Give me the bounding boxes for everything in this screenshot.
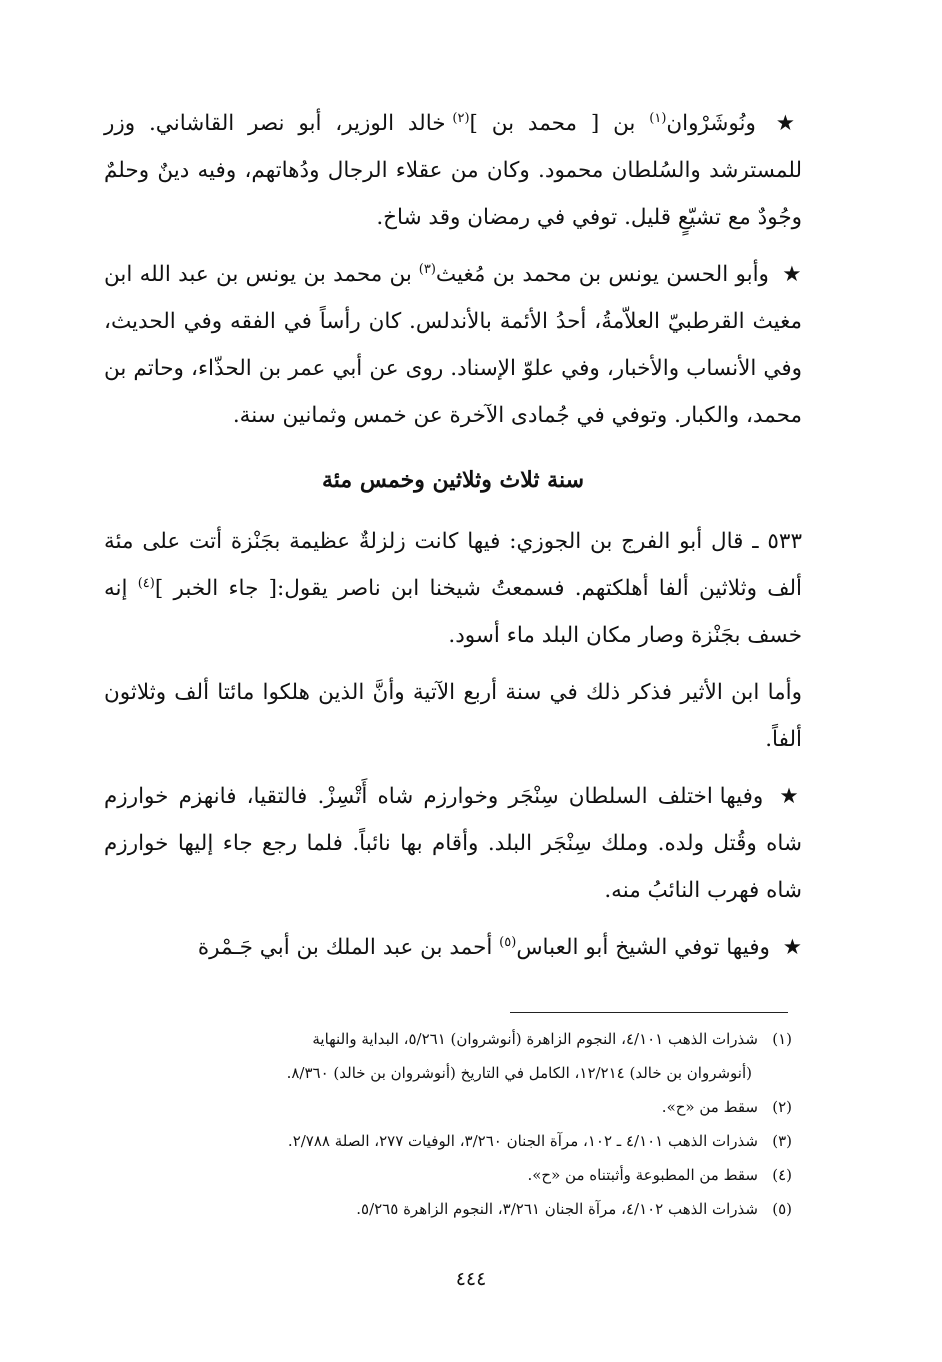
footnote: [100, 1056, 792, 1090]
section-heading: سنة ثلاث وثلاثين وخمس مئة: [321, 467, 585, 493]
main-text: [104, 100, 802, 981]
text: بن محمد بن يونس بن عبد الله ابن مغيث القرطبيّ العلاّمةُ، أحدُ الأئمة بالأندلس. كان رأساً في الفقه وفي الحديث، وفي الأنساب والأخبار، وفي علوّ الإسناد. روى عن أبي عمر بن الحذّاء، وحاتم بن محمد، والكبار. وتوفي في جُمادى الآخرة عن خمس وثمانين سنة.: [104, 262, 802, 428]
paragraph-533: [104, 518, 802, 659]
footnote-text: (أنوشروان بن خالد) ١٢/٢١٤، الكامل في التاريخ (أنوشروان بن خالد) ٨/٣٦٠.: [286, 1064, 752, 1082]
footnote: [100, 1022, 792, 1056]
footnote: [100, 1090, 792, 1124]
footnote-text: شذرات الذهب ٤/١٠١، النجوم الزاهرة (أنوشروان) ٥/٢٦١، البداية والنهاية: [312, 1030, 758, 1048]
text: ٥٣٣ ـ قال أبو الفرج بن الجوزي: فيها كانت زلزلةٌ عظيمة بجَنْزة أتت على مئة ألف وثلاثين ألفا أهلكتهم. فسمعتُ شيخنا ابن ناصر يقول:[ جاء الخبر ]: [104, 529, 802, 601]
footnote-number: (٢): [772, 1098, 792, 1116]
footnote-text: شذرات الذهب ٤/١٠١ ـ ١٠٢، مرآة الجنان ٣/٢٦٠، الوفيات ٢٧٧، الصلة ٢/٧٨٨.: [287, 1132, 758, 1150]
text: وفيها توفي الشيخ أبو العباس: [516, 935, 770, 960]
text: بن [ محمد بن ]: [469, 111, 650, 136]
footnote-divider: [510, 1012, 788, 1013]
paragraph-yunus: [104, 251, 802, 439]
footnote: [100, 1158, 792, 1192]
paragraph-sanjar: [104, 773, 802, 914]
footnotes: [100, 1022, 792, 1226]
paragraph-abu-abbas: [104, 924, 802, 971]
text: أحمد بن عبد الملك بن أبي جَـمْرة: [197, 935, 500, 960]
text: ونُوشَرْوان: [666, 111, 756, 136]
paragraph-ibn-athir: وأما ابن الأثير فذكر ذلك في سنة أربع الآتية وأنَّ الذين هلكوا مائتا ألف وثلاثون ألفاً.: [104, 680, 802, 752]
text: إنه خسف بجَنْزة وصار مكان البلد ماء أسود.: [104, 576, 802, 648]
footnote-number: (٥): [772, 1200, 792, 1218]
footnote-number: (٤): [772, 1166, 792, 1184]
star-icon: ★: [782, 935, 802, 960]
footnote: [100, 1192, 792, 1226]
star-icon: ★: [775, 111, 802, 136]
star-icon: ★: [779, 784, 802, 809]
footnote-ref: (١): [649, 110, 667, 126]
text: خالد الوزير، أبو نصر القاشاني. وزر للمسترشد والسُلطان محمود. وكان من عقلاء الرجال ودُهاتهم، وفيه دينٌ وحلمٌ وجُودٌ مع تشيّعٍ قليل. توفي في رمضان وقد شاخ.: [104, 111, 802, 230]
footnote-ref: (٥): [499, 934, 517, 950]
footnote-number: (٣): [772, 1132, 792, 1150]
footnote-text: شذرات الذهب ٤/١٠٢، مرآة الجنان ٣/٢٦١، النجوم الزاهرة ٥/٢٦٥.: [356, 1200, 758, 1218]
footnote-ref: (٣): [418, 261, 436, 277]
text: وأبو الحسن يونس بن محمد بن مُغيث: [435, 262, 769, 287]
paragraph-anushirwan: [104, 100, 802, 241]
footnote-text: سقط من المطبوعة وأثبتناه من «ح».: [527, 1166, 758, 1184]
footnote-number: (١): [772, 1030, 792, 1048]
text: وفيها اختلف السلطان سِنْجَر وخوارزم شاه أَتْسِزْ. فالتقيا، فانهزم خوارزم شاه وقُتل ولده. وملك سِنْجَر البلد. وأقام بها نائباً. فلما رجع جاء إليها خوارزم شاه فهرب النائبُ منه.: [104, 784, 802, 903]
footnote-ref: (٢): [452, 110, 470, 126]
star-icon: ★: [782, 262, 802, 287]
footnote: [100, 1124, 792, 1158]
footnote-ref: (٤): [137, 575, 155, 591]
page-number: ٤٤٤: [455, 1268, 487, 1290]
footnote-text: سقط من «ح».: [661, 1098, 758, 1116]
